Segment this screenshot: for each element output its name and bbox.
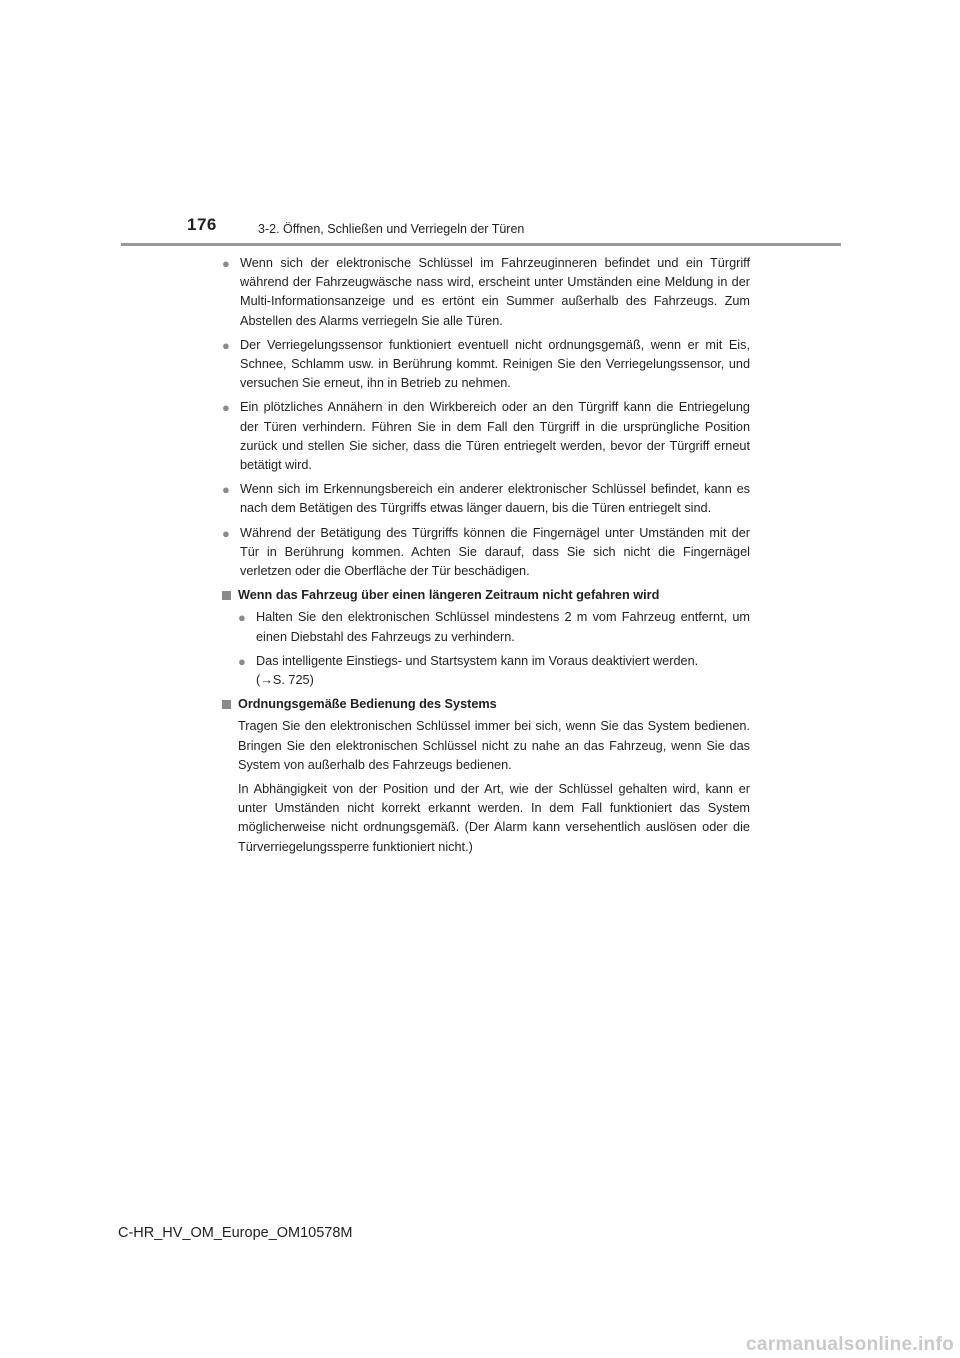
section-title: 3-2. Öffnen, Schließen und Verriegeln der Türen xyxy=(258,222,525,236)
list-item-text: Wenn sich der elektronische Schlüssel im Fahrzeuginneren befindet und ein Türgriff während der Fahrzeugwäsche nass wird, erscheint unter Umständen eine Meldung in der Multi-Informationsanzeige und es ertönt ein Summer außerhalb des Fahrzeugs. Zum Abstellen des Alarms verriegeln Sie alle Türen. xyxy=(240,256,750,328)
list-item-text: Wenn sich im Erkennungsbereich ein anderer elektronischer Schlüssel befindet, kann es nach dem Betätigen des Türgriffs etwas länger dauern, bis die Türen entriegelt sind. xyxy=(240,482,750,516)
watermark: carmanualsonline.info xyxy=(746,1334,954,1355)
bullet-icon: ● xyxy=(238,653,246,669)
section-heading xyxy=(222,695,750,714)
list-item xyxy=(222,336,750,394)
header-rule xyxy=(121,243,841,246)
document-code: C-HR_HV_OM_Europe_OM10578M xyxy=(118,1225,353,1241)
bullet-icon: ● xyxy=(222,256,230,271)
bullet-icon: ● xyxy=(222,400,230,416)
paragraph: Tragen Sie den elektronischen Schlüssel immer bei sich, wenn Sie das System bedienen. Bringen Sie den elektronischen Schlüssel nicht zu nahe an das Fahrzeug, wenn Sie das System von außerhalb des Fahrzeugs bedienen. xyxy=(238,719,750,772)
bullet-icon: ● xyxy=(222,482,230,498)
list-item xyxy=(222,254,750,331)
page-header xyxy=(0,0,960,250)
bullet-icon: ● xyxy=(238,610,246,626)
page-reference-link[interactable]: (→S. 725) xyxy=(256,673,314,688)
page-number: 176 xyxy=(187,215,217,234)
list-item-text: Der Verriegelungssensor funktioniert eventuell nicht ordnungsgemäß, wenn er mit Eis, Schnee, Schlamm usw. in Berührung kommt. Reinigen Sie den Verriegelungssensor, und versuchen Sie erneut, ihn in Betrieb zu nehmen. xyxy=(240,337,750,391)
section-heading-text: Wenn das Fahrzeug über einen längeren Zeitraum nicht gefahren wird xyxy=(238,588,660,603)
list-item xyxy=(238,608,750,646)
list-item xyxy=(222,480,750,518)
list-item-text: Halten Sie den elektronischen Schlüssel mindestens 2 m vom Fahrzeug entfernt, um einen Diebstahl des Fahrzeugs zu verhindern. xyxy=(256,610,750,644)
bullet-icon: ● xyxy=(222,337,230,353)
page-content xyxy=(222,254,750,862)
square-bullet-icon xyxy=(222,695,238,714)
list-item-text: Während der Betätigung des Türgriffs können die Fingernägel unter Umständen mit der Tür in Berührung kommen. Achten Sie darauf, dass Sie sich nicht die Fingernägel verletzen oder die Oberfläche der Tür beschädigen. xyxy=(240,525,750,579)
list-item xyxy=(238,652,750,690)
paragraph: In Abhängigkeit von der Position und der Art, wie der Schlüssel gehalten wird, kann er unter Umständen nicht korrekt erkannt werden. In dem Fall funktioniert das System möglicherweise nicht ordnungsgemäß. (Der Alarm kann versehentlich auslösen oder die Türverriegelungssperre funktioniert nicht.) xyxy=(238,782,750,854)
square-bullet-icon xyxy=(222,586,238,605)
list-item-text: Ein plötzliches Annähern in den Wirkbereich oder an den Türgriff kann die Entriegelung der Türen verhindern. Führen Sie in dem Fall den Türgriff in die ursprüngliche Position zurück und stellen Sie sicher, dass die Türen entriegelt werden, bevor der Türgriff erneut betätigt wird. xyxy=(240,400,750,473)
list-item xyxy=(222,524,750,582)
list-item-text xyxy=(256,652,750,690)
list-item xyxy=(222,398,750,475)
section-heading xyxy=(222,586,750,605)
bullet-icon: ● xyxy=(222,525,230,541)
section-body xyxy=(222,608,750,690)
list-item-text-main: Das intelligente Einstiegs- und Startsystem kann im Voraus deaktiviert werden. xyxy=(256,653,699,668)
section-heading-text: Ordnungsgemäße Bedienung des Systems xyxy=(238,697,497,712)
